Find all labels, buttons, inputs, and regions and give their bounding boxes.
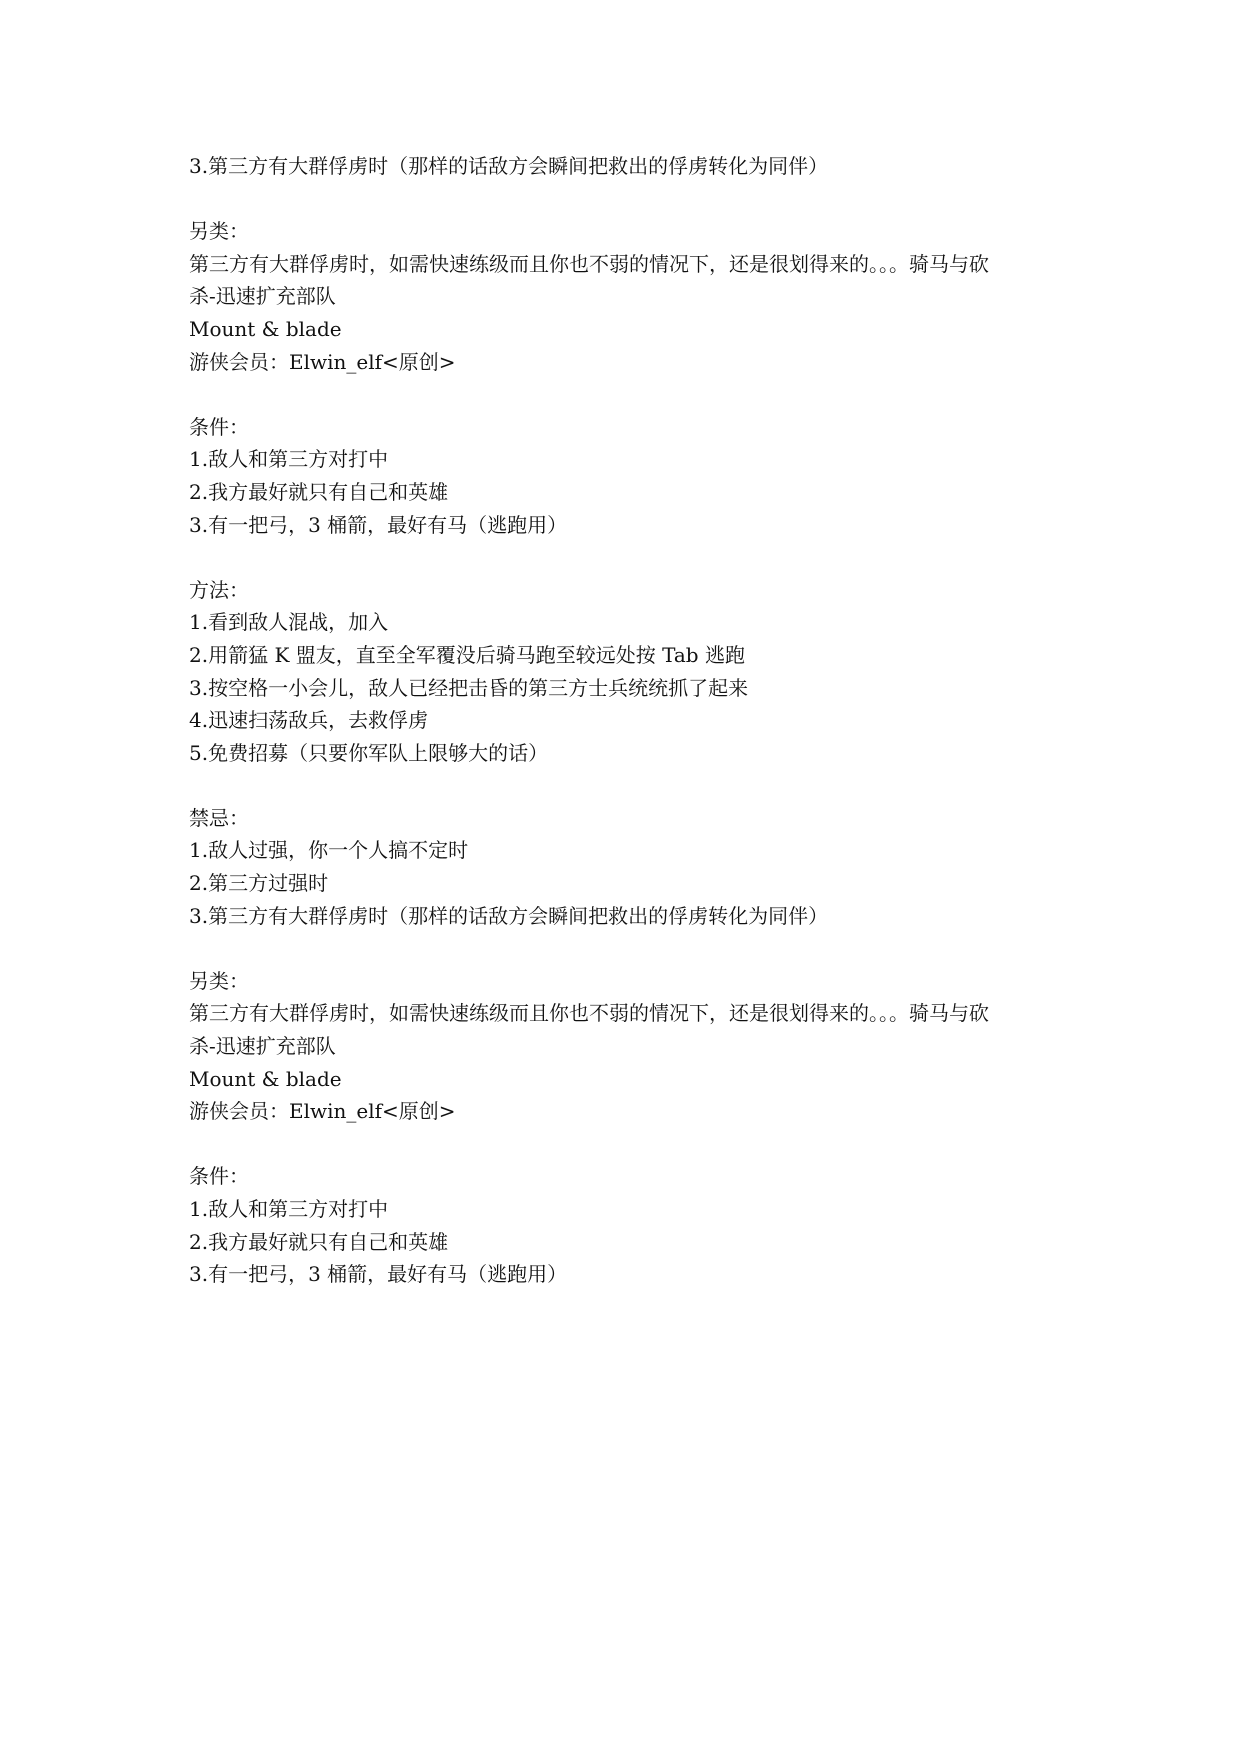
text-line: 2.我方最好就只有自己和英雄 [189,479,449,504]
text-line: 3.有一把弓，3 桶箭，最好有马（逃跑用） [189,512,568,537]
blank-line [189,769,1069,802]
blank-line [189,541,1069,574]
blank-line [189,183,1069,216]
text-line: 2.我方最好就只有自己和英雄 [189,1229,449,1254]
text-line: Mount & blade [189,1066,342,1091]
text-line: 另类： [189,219,249,244]
blank-line [189,932,1069,965]
text-line: 条件： [189,1164,249,1189]
text-line: 游侠会员：Elwin_elf<原创> [189,349,456,374]
text-line: 第三方有大群俘虏时，如需快速练级而且你也不弱的情况下，还是很划得来的。。。骑马与砍 [189,1001,989,1026]
text-line: 方法： [189,577,249,602]
text-line: 2.第三方过强时 [189,871,329,896]
text-line: 3.第三方有大群俘虏时（那样的话敌方会瞬间把救出的俘虏转化为同伴） [189,154,829,178]
blank-line [189,378,1069,411]
blank-line [189,1128,1069,1161]
text-line: 另类： [189,968,249,993]
text-line: 第三方有大群俘虏时，如需快速练级而且你也不弱的情况下，还是很划得来的。。。骑马与砍 [189,251,989,276]
text-line: 游侠会员：Elwin_elf<原创> [189,1099,456,1124]
text-line: 5.免费招募（只要你军队上限够大的话） [189,740,549,765]
text-line: 1.敌人和第三方对打中 [189,447,389,472]
text-line: 禁忌： [189,805,249,830]
text-line: 1.看到敌人混战，加入 [189,610,389,635]
text-line: 1.敌人和第三方对打中 [189,1197,389,1221]
text-line: 2.用箭猛 K 盟友，直至全军覆没后骑马跑至较远处按 Tab 逃跑 [189,642,745,667]
text-line: 1.敌人过强，你一个人搞不定时 [189,838,469,863]
text-line: 条件： [189,414,249,439]
text-line: 杀-迅速扩充部队 [189,1034,336,1059]
text-line: 3.第三方有大群俘虏时（那样的话敌方会瞬间把救出的俘虏转化为同伴） [189,903,829,928]
text-line: Mount & blade [189,316,342,341]
text-line: 4.迅速扫荡敌兵，去救俘虏 [189,708,429,733]
text-line: 3.按空格一小会儿，敌人已经把击昏的第三方士兵统统抓了起来 [189,675,749,700]
text-line: 杀-迅速扩充部队 [189,284,336,309]
text-line: 3.有一把弓，3 桶箭，最好有马（逃跑用） [189,1262,568,1287]
document-body [189,150,1069,1291]
